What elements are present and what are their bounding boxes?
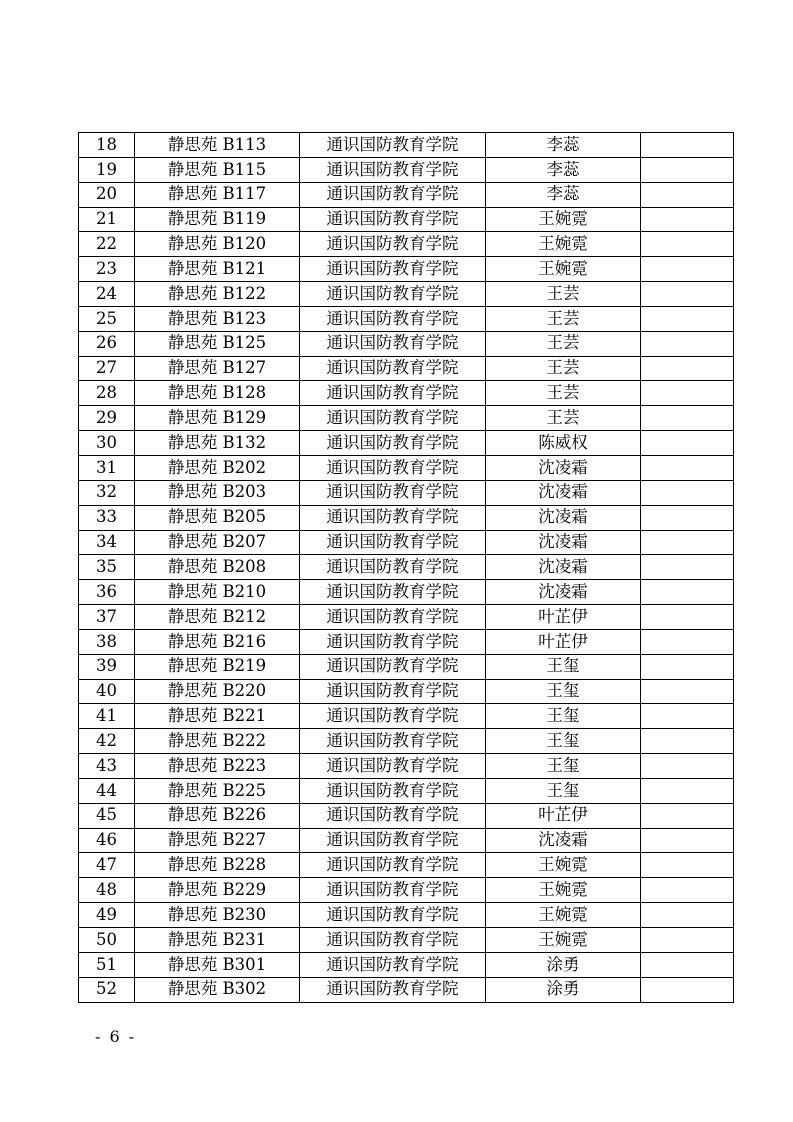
row-number-cell: 29 — [79, 406, 135, 431]
table-row — [79, 157, 734, 182]
contact-name-cell: 叶芷伊 — [486, 605, 641, 630]
dormitory-assignment-table — [78, 132, 734, 1003]
college-cell: 通识国防教育学院 — [300, 480, 486, 505]
contact-name-cell: 王芸 — [486, 331, 641, 356]
row-number-cell: 41 — [79, 704, 135, 729]
college-cell: 通识国防教育学院 — [300, 828, 486, 853]
row-number-cell: 46 — [79, 828, 135, 853]
row-number-cell: 33 — [79, 505, 135, 530]
row-number-cell: 35 — [79, 555, 135, 580]
page-number: - 6 - — [95, 1027, 137, 1046]
notes-cell — [641, 157, 734, 182]
row-number-cell: 45 — [79, 803, 135, 828]
college-cell: 通识国防教育学院 — [300, 157, 486, 182]
notes-cell — [641, 480, 734, 505]
table-row — [79, 878, 734, 903]
table-row — [79, 704, 734, 729]
college-cell: 通识国防教育学院 — [300, 629, 486, 654]
contact-name-cell: 李蕊 — [486, 182, 641, 207]
college-cell: 通识国防教育学院 — [300, 431, 486, 456]
table-row — [79, 505, 734, 530]
room-cell: 静思苑 B227 — [135, 828, 300, 853]
contact-name-cell: 王婉霓 — [486, 207, 641, 232]
notes-cell — [641, 455, 734, 480]
college-cell: 通识国防教育学院 — [300, 331, 486, 356]
college-cell: 通识国防教育学院 — [300, 605, 486, 630]
room-cell: 静思苑 B123 — [135, 306, 300, 331]
notes-cell — [641, 803, 734, 828]
notes-cell — [641, 629, 734, 654]
notes-cell — [641, 828, 734, 853]
notes-cell — [641, 257, 734, 282]
contact-name-cell: 李蕊 — [486, 157, 641, 182]
contact-name-cell: 王玺 — [486, 654, 641, 679]
room-cell: 静思苑 B113 — [135, 133, 300, 158]
contact-name-cell: 叶芷伊 — [486, 803, 641, 828]
room-cell: 静思苑 B121 — [135, 257, 300, 282]
row-number-cell: 24 — [79, 282, 135, 307]
room-cell: 静思苑 B210 — [135, 580, 300, 605]
notes-cell — [641, 207, 734, 232]
table-row — [79, 853, 734, 878]
room-cell: 静思苑 B205 — [135, 505, 300, 530]
table-row — [79, 381, 734, 406]
college-cell: 通识国防教育学院 — [300, 530, 486, 555]
room-cell: 静思苑 B231 — [135, 928, 300, 953]
table-row — [79, 306, 734, 331]
notes-cell — [641, 381, 734, 406]
room-cell: 静思苑 B207 — [135, 530, 300, 555]
notes-cell — [641, 903, 734, 928]
row-number-cell: 25 — [79, 306, 135, 331]
row-number-cell: 36 — [79, 580, 135, 605]
college-cell: 通识国防教育学院 — [300, 133, 486, 158]
room-cell: 静思苑 B208 — [135, 555, 300, 580]
room-cell: 静思苑 B223 — [135, 754, 300, 779]
table-row — [79, 977, 734, 1002]
college-cell: 通识国防教育学院 — [300, 679, 486, 704]
row-number-cell: 18 — [79, 133, 135, 158]
college-cell: 通识国防教育学院 — [300, 803, 486, 828]
row-number-cell: 30 — [79, 431, 135, 456]
table-row — [79, 431, 734, 456]
college-cell: 通识国防教育学院 — [300, 754, 486, 779]
table-row — [79, 952, 734, 977]
notes-cell — [641, 928, 734, 953]
room-cell: 静思苑 B216 — [135, 629, 300, 654]
table-row — [79, 629, 734, 654]
table-row — [79, 803, 734, 828]
table-row — [79, 455, 734, 480]
notes-cell — [641, 977, 734, 1002]
row-number-cell: 21 — [79, 207, 135, 232]
row-number-cell: 26 — [79, 331, 135, 356]
row-number-cell: 49 — [79, 903, 135, 928]
row-number-cell: 27 — [79, 356, 135, 381]
notes-cell — [641, 182, 734, 207]
contact-name-cell: 沈凌霜 — [486, 505, 641, 530]
table-row — [79, 828, 734, 853]
notes-cell — [641, 729, 734, 754]
notes-cell — [641, 654, 734, 679]
college-cell: 通识国防教育学院 — [300, 928, 486, 953]
notes-cell — [641, 331, 734, 356]
row-number-cell: 34 — [79, 530, 135, 555]
college-cell: 通识国防教育学院 — [300, 903, 486, 928]
contact-name-cell: 王芸 — [486, 356, 641, 381]
row-number-cell: 47 — [79, 853, 135, 878]
contact-name-cell: 陈威权 — [486, 431, 641, 456]
notes-cell — [641, 778, 734, 803]
row-number-cell: 43 — [79, 754, 135, 779]
room-cell: 静思苑 B127 — [135, 356, 300, 381]
table-row — [79, 928, 734, 953]
room-cell: 静思苑 B132 — [135, 431, 300, 456]
contact-name-cell: 涂勇 — [486, 977, 641, 1002]
row-number-cell: 52 — [79, 977, 135, 1002]
table-row — [79, 356, 734, 381]
row-number-cell: 40 — [79, 679, 135, 704]
college-cell: 通识国防教育学院 — [300, 977, 486, 1002]
room-cell: 静思苑 B221 — [135, 704, 300, 729]
notes-cell — [641, 356, 734, 381]
room-cell: 静思苑 B225 — [135, 778, 300, 803]
notes-cell — [641, 853, 734, 878]
notes-cell — [641, 431, 734, 456]
notes-cell — [641, 505, 734, 530]
contact-name-cell: 王芸 — [486, 381, 641, 406]
college-cell: 通识国防教育学院 — [300, 406, 486, 431]
row-number-cell: 23 — [79, 257, 135, 282]
room-cell: 静思苑 B122 — [135, 282, 300, 307]
contact-name-cell: 李蕊 — [486, 133, 641, 158]
contact-name-cell: 王婉霓 — [486, 257, 641, 282]
table-row — [79, 530, 734, 555]
notes-cell — [641, 679, 734, 704]
row-number-cell: 38 — [79, 629, 135, 654]
notes-cell — [641, 406, 734, 431]
notes-cell — [641, 754, 734, 779]
college-cell: 通识国防教育学院 — [300, 704, 486, 729]
notes-cell — [641, 232, 734, 257]
table-row — [79, 282, 734, 307]
college-cell: 通识国防教育学院 — [300, 729, 486, 754]
row-number-cell: 19 — [79, 157, 135, 182]
row-number-cell: 22 — [79, 232, 135, 257]
college-cell: 通识国防教育学院 — [300, 381, 486, 406]
notes-cell — [641, 133, 734, 158]
college-cell: 通识国防教育学院 — [300, 654, 486, 679]
table-row — [79, 182, 734, 207]
room-cell: 静思苑 B229 — [135, 878, 300, 903]
college-cell: 通识国防教育学院 — [300, 505, 486, 530]
contact-name-cell: 沈凌霜 — [486, 580, 641, 605]
room-cell: 静思苑 B120 — [135, 232, 300, 257]
row-number-cell: 50 — [79, 928, 135, 953]
row-number-cell: 37 — [79, 605, 135, 630]
notes-cell — [641, 704, 734, 729]
room-cell: 静思苑 B226 — [135, 803, 300, 828]
college-cell: 通识国防教育学院 — [300, 952, 486, 977]
contact-name-cell: 王玺 — [486, 778, 641, 803]
contact-name-cell: 王芸 — [486, 306, 641, 331]
room-cell: 静思苑 B125 — [135, 331, 300, 356]
room-cell: 静思苑 B115 — [135, 157, 300, 182]
table-row — [79, 133, 734, 158]
contact-name-cell: 王玺 — [486, 729, 641, 754]
room-cell: 静思苑 B203 — [135, 480, 300, 505]
contact-name-cell: 涂勇 — [486, 952, 641, 977]
table-row — [79, 729, 734, 754]
room-cell: 静思苑 B212 — [135, 605, 300, 630]
notes-cell — [641, 306, 734, 331]
contact-name-cell: 沈凌霜 — [486, 530, 641, 555]
notes-cell — [641, 580, 734, 605]
table-body — [79, 133, 734, 1003]
college-cell: 通识国防教育学院 — [300, 853, 486, 878]
room-cell: 静思苑 B301 — [135, 952, 300, 977]
notes-cell — [641, 282, 734, 307]
row-number-cell: 39 — [79, 654, 135, 679]
room-cell: 静思苑 B222 — [135, 729, 300, 754]
contact-name-cell: 沈凌霜 — [486, 455, 641, 480]
contact-name-cell: 王玺 — [486, 754, 641, 779]
table-row — [79, 232, 734, 257]
row-number-cell: 31 — [79, 455, 135, 480]
room-cell: 静思苑 B117 — [135, 182, 300, 207]
college-cell: 通识国防教育学院 — [300, 580, 486, 605]
table-row — [79, 555, 734, 580]
table-row — [79, 406, 734, 431]
room-cell: 静思苑 B128 — [135, 381, 300, 406]
notes-cell — [641, 952, 734, 977]
contact-name-cell: 王婉霓 — [486, 928, 641, 953]
contact-name-cell: 王芸 — [486, 406, 641, 431]
room-cell: 静思苑 B219 — [135, 654, 300, 679]
contact-name-cell: 王婉霓 — [486, 232, 641, 257]
table-row — [79, 331, 734, 356]
table-row — [79, 654, 734, 679]
contact-name-cell: 王婉霓 — [486, 878, 641, 903]
college-cell: 通识国防教育学院 — [300, 778, 486, 803]
room-cell: 静思苑 B230 — [135, 903, 300, 928]
contact-name-cell: 王婉霓 — [486, 903, 641, 928]
college-cell: 通识国防教育学院 — [300, 182, 486, 207]
room-cell: 静思苑 B119 — [135, 207, 300, 232]
contact-name-cell: 沈凌霜 — [486, 828, 641, 853]
college-cell: 通识国防教育学院 — [300, 878, 486, 903]
table-row — [79, 257, 734, 282]
contact-name-cell: 王玺 — [486, 679, 641, 704]
table-row — [79, 679, 734, 704]
contact-name-cell: 王玺 — [486, 704, 641, 729]
college-cell: 通识国防教育学院 — [300, 232, 486, 257]
room-cell: 静思苑 B220 — [135, 679, 300, 704]
table-row — [79, 605, 734, 630]
table-row — [79, 480, 734, 505]
row-number-cell: 28 — [79, 381, 135, 406]
row-number-cell: 48 — [79, 878, 135, 903]
college-cell: 通识国防教育学院 — [300, 555, 486, 580]
college-cell: 通识国防教育学院 — [300, 257, 486, 282]
room-cell: 静思苑 B302 — [135, 977, 300, 1002]
room-cell: 静思苑 B202 — [135, 455, 300, 480]
row-number-cell: 42 — [79, 729, 135, 754]
college-cell: 通识国防教育学院 — [300, 356, 486, 381]
contact-name-cell: 叶芷伊 — [486, 629, 641, 654]
row-number-cell: 20 — [79, 182, 135, 207]
contact-name-cell: 王婉霓 — [486, 853, 641, 878]
college-cell: 通识国防教育学院 — [300, 207, 486, 232]
row-number-cell: 32 — [79, 480, 135, 505]
table-row — [79, 207, 734, 232]
notes-cell — [641, 555, 734, 580]
room-cell: 静思苑 B129 — [135, 406, 300, 431]
table-row — [79, 778, 734, 803]
notes-cell — [641, 878, 734, 903]
row-number-cell: 44 — [79, 778, 135, 803]
notes-cell — [641, 605, 734, 630]
room-cell: 静思苑 B228 — [135, 853, 300, 878]
table-row — [79, 580, 734, 605]
contact-name-cell: 王芸 — [486, 282, 641, 307]
table-row — [79, 754, 734, 779]
row-number-cell: 51 — [79, 952, 135, 977]
notes-cell — [641, 530, 734, 555]
contact-name-cell: 沈凌霜 — [486, 555, 641, 580]
college-cell: 通识国防教育学院 — [300, 282, 486, 307]
table-row — [79, 903, 734, 928]
college-cell: 通识国防教育学院 — [300, 306, 486, 331]
college-cell: 通识国防教育学院 — [300, 455, 486, 480]
contact-name-cell: 沈凌霜 — [486, 480, 641, 505]
